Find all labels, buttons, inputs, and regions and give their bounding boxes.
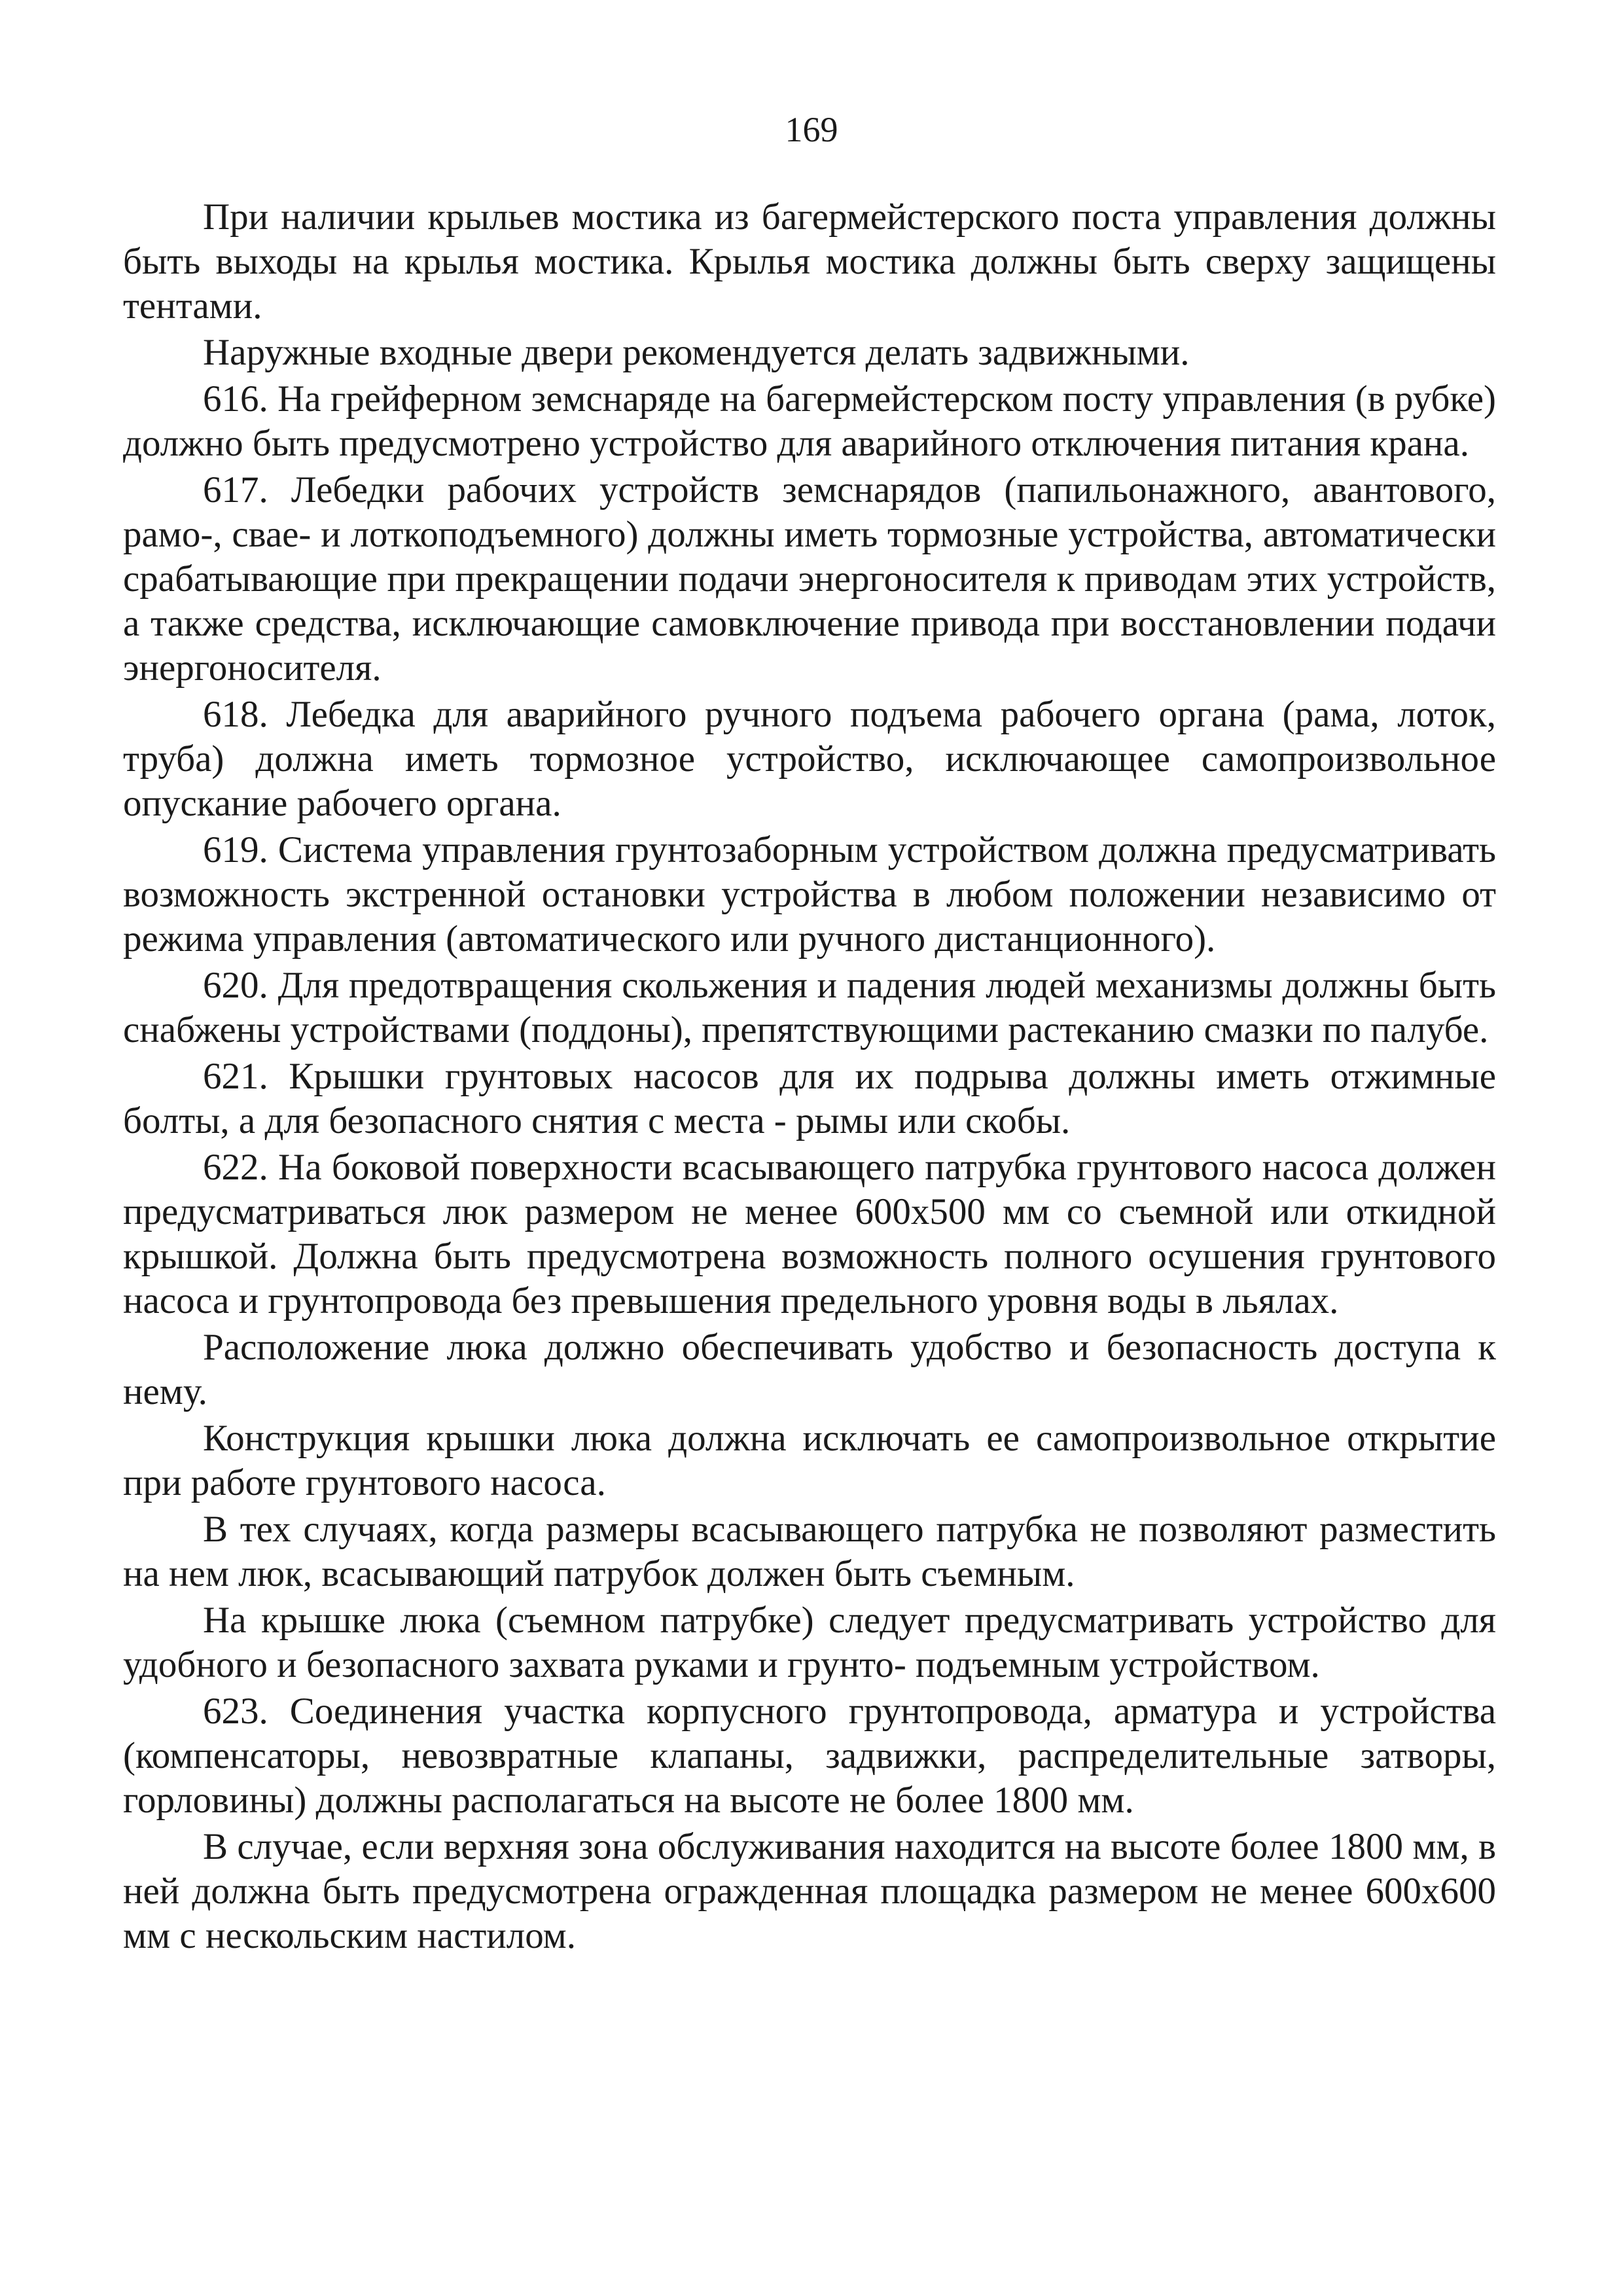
paragraph-620: 620. Для предотвращения скольжения и падения людей механизмы должны быть снабжены устройствами (поддоны), препятствующими растеканию смазки по палубе.: [123, 965, 1496, 1050]
paragraph-618: 618. Лебедка для аварийного ручного подъема рабочего органа (рама, лоток, труба) должна иметь тормозное устройство, исключающее самопроизвольное опускание рабочего органа.: [123, 694, 1496, 824]
paragraph-hatch-cover: Конструкция крышки люка должна исключать ее самопроизвольное открытие при работе грунтового насоса.: [123, 1418, 1496, 1503]
paragraph-616: 616. На грейферном земснаряде на багермейстерском посту управления (в рубке) должно быть предусмотрено устройство для аварийного отключения питания крана.: [123, 378, 1496, 464]
paragraph-622: 622. На боковой поверхности всасывающего патрубка грунтового насоса должен предусматриваться люк размером не менее 600x500 мм со съемной или откидной крышкой. Должна быть предусмотрена возможность полного осушения грунтового насоса и грунтопровода без превышения предельного уровня воды в льялах.: [123, 1147, 1496, 1321]
paragraph-621: 621. Крышки грунтовых насосов для их подрыва должны иметь отжимные болты, а для безопасного снятия с места - рымы или скобы.: [123, 1056, 1496, 1141]
paragraph-gripping-device: На крышке люка (съемном патрубке) следует предусматривать устройство для удобного и безопасного захвата руками и грунто- подъемным устройством.: [123, 1600, 1496, 1685]
paragraph-619: 619. Система управления грунтозаборным устройством должна предусматривать возможность экстренной остановки устройства в любом положении независимо от режима управления (автоматического или ручного дистанционного).: [123, 829, 1496, 960]
paragraph-sliding-doors: Наружные входные двери рекомендуется делать задвижными.: [203, 332, 1190, 373]
paragraph-hatch-location: Расположение люка должно обеспечивать удобство и безопасность доступа к нему.: [123, 1327, 1496, 1412]
page-number: 169: [785, 110, 838, 149]
paragraph-removable-branch: В тех случаях, когда размеры всасывающего патрубка не позволяют разместить на нем люк, всасывающий патрубок должен быть съемным.: [123, 1509, 1496, 1594]
paragraph-623: 623. Соединения участка корпусного грунтопровода, арматура и устройства (компенсаторы, невозвратные клапаны, задвижки, распределительные затворы, горловины) должны располагаться на высоте не более 1800 мм.: [123, 1691, 1496, 1821]
paragraph-service-platform: В случае, если верхняя зона обслуживания находится на высоте более 1800 мм, в ней должна быть предусмотрена огражденная площадка размером не менее 600x600 мм с нескольским настилом.: [123, 1826, 1496, 1956]
paragraph-617: 617. Лебедки рабочих устройств земснарядов (папильонажного, авантового, рамо-, свае- и лоткоподъемного) должны иметь тормозные устройства, автоматически срабатывающие при прекращении подачи энергоносителя к приводам этих устройств, а также средства, исключающие самовключение привода при восстановлении подачи энергоносителя.: [123, 469, 1496, 689]
document-body: [123, 195, 1496, 1960]
paragraph-bridge-wings: При наличии крыльев мостика из багермейстерского поста управления должны быть выходы на крылья мостика. Крылья мостика должны быть сверху защищены тентами.: [123, 196, 1496, 327]
